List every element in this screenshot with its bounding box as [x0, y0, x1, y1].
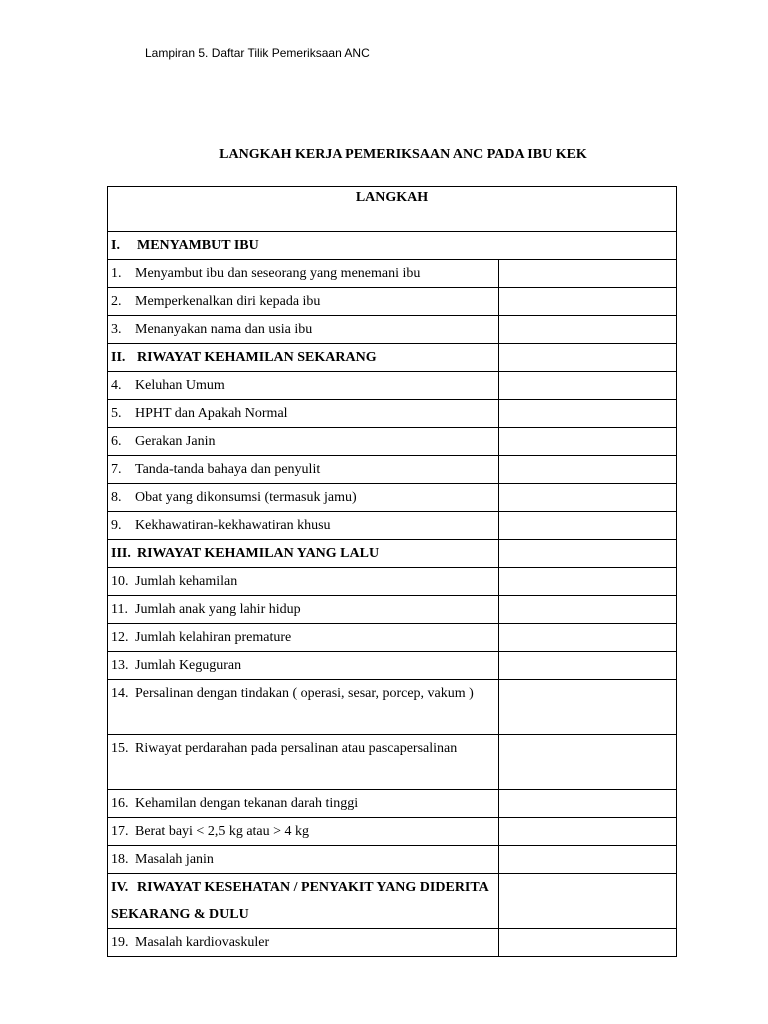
step-cell [108, 512, 499, 540]
check-cell[interactable] [499, 540, 677, 568]
step-cell [108, 568, 499, 596]
step-cell [108, 456, 499, 484]
check-cell[interactable] [499, 818, 677, 846]
step-cell [108, 316, 499, 344]
check-cell[interactable] [499, 456, 677, 484]
section-title-cell [108, 540, 499, 568]
step-text: Kehamilan dengan tekanan darah tinggi [135, 796, 359, 811]
step-cell [108, 735, 499, 790]
step-text: Masalah janin [135, 852, 214, 867]
table-row [108, 484, 677, 512]
step-cell [108, 624, 499, 652]
check-cell[interactable] [499, 400, 677, 428]
step-number: 3. [111, 322, 122, 337]
check-cell[interactable] [499, 929, 677, 957]
table-header-row [108, 187, 677, 232]
step-cell [108, 484, 499, 512]
step-number: 14. [111, 686, 129, 701]
step-cell [108, 288, 499, 316]
step-number: 7. [111, 462, 122, 477]
step-number: 11. [111, 602, 128, 617]
table-row [108, 624, 677, 652]
check-cell[interactable] [499, 680, 677, 735]
table-row [108, 512, 677, 540]
step-cell [108, 846, 499, 874]
step-cell [108, 428, 499, 456]
checklist-table [107, 186, 677, 957]
step-number: 5. [111, 406, 122, 421]
step-cell [108, 818, 499, 846]
column-header-langkah: LANGKAH [108, 187, 677, 232]
step-cell [108, 790, 499, 818]
section-title: RIWAYAT KEHAMILAN YANG LALU [137, 546, 380, 561]
step-text: Gerakan Janin [135, 434, 216, 449]
table-row [108, 456, 677, 484]
step-cell [108, 400, 499, 428]
table-row [108, 790, 677, 818]
section-title-cell [108, 344, 499, 372]
section-title-cell [108, 874, 499, 929]
step-cell [108, 372, 499, 400]
step-number: 10. [111, 574, 129, 589]
step-cell [108, 929, 499, 957]
section-number: I. [111, 238, 120, 253]
step-number: 2. [111, 294, 122, 309]
table-row [108, 929, 677, 957]
check-cell[interactable] [499, 596, 677, 624]
check-cell[interactable] [499, 624, 677, 652]
section-title: RIWAYAT KEHAMILAN SEKARANG [137, 350, 377, 365]
step-text: Tanda-tanda bahaya dan penyulit [135, 462, 321, 477]
table-row [108, 400, 677, 428]
step-number: 17. [111, 824, 129, 839]
step-cell [108, 680, 499, 735]
section-number: IV. [111, 880, 129, 895]
step-number: 15. [111, 741, 129, 756]
table-row [108, 680, 677, 735]
table-row [108, 372, 677, 400]
check-cell[interactable] [499, 372, 677, 400]
table-row [108, 260, 677, 288]
table-row [108, 568, 677, 596]
step-number: 6. [111, 434, 122, 449]
check-cell[interactable] [499, 288, 677, 316]
step-number: 8. [111, 490, 122, 505]
step-text: Jumlah Keguguran [135, 658, 242, 673]
step-text: Kekhawatiran-kekhawatiran khusu [135, 518, 331, 533]
document-title: LANGKAH KERJA PEMERIKSAAN ANC PADA IBU KEK [219, 147, 587, 162]
step-number: 18. [111, 852, 129, 867]
check-cell[interactable] [499, 512, 677, 540]
section-number: III. [111, 546, 131, 561]
check-cell[interactable] [499, 484, 677, 512]
section-row [108, 874, 677, 929]
check-cell[interactable] [499, 790, 677, 818]
table-row [108, 596, 677, 624]
step-text: Obat yang dikonsumsi (termasuk jamu) [135, 490, 357, 505]
appendix-label: Lampiran 5. Daftar Tilik Pemeriksaan ANC [145, 46, 370, 60]
section-title: RIWAYAT KESEHATAN / PENYAKIT YANG DIDERITA SEKARANG & DULU [111, 880, 489, 922]
check-cell[interactable] [499, 874, 677, 929]
step-text: Masalah kardiovaskuler [135, 935, 270, 950]
table-row [108, 818, 677, 846]
section-row [108, 232, 677, 260]
step-number: 12. [111, 630, 129, 645]
step-text: HPHT dan Apakah Normal [135, 406, 288, 421]
check-cell[interactable] [499, 568, 677, 596]
step-text: Jumlah kehamilan [135, 574, 238, 589]
step-text: Memperkenalkan diri kepada ibu [135, 294, 321, 309]
step-number: 1. [111, 266, 122, 281]
table-row [108, 288, 677, 316]
step-text: Riwayat perdarahan pada persalinan atau pascapersalinan [135, 741, 458, 756]
table-row [108, 652, 677, 680]
table-row [108, 428, 677, 456]
step-text: Menyambut ibu dan seseorang yang menemani ibu [135, 266, 421, 281]
section-row [108, 540, 677, 568]
table-row [108, 316, 677, 344]
section-row [108, 344, 677, 372]
step-number: 13. [111, 658, 129, 673]
step-text: Keluhan Umum [135, 378, 225, 393]
check-cell[interactable] [499, 652, 677, 680]
step-text: Jumlah kelahiran premature [135, 630, 292, 645]
step-text: Persalinan dengan tindakan ( operasi, sesar, porcep, vakum ) [135, 686, 474, 701]
check-cell[interactable] [499, 316, 677, 344]
step-number: 4. [111, 378, 122, 393]
check-cell[interactable] [499, 428, 677, 456]
step-cell [108, 652, 499, 680]
step-number: 16. [111, 796, 129, 811]
step-cell [108, 596, 499, 624]
check-cell[interactable] [499, 260, 677, 288]
check-cell[interactable] [499, 344, 677, 372]
step-text: Jumlah anak yang lahir hidup [135, 602, 301, 617]
table-row [108, 846, 677, 874]
step-cell [108, 260, 499, 288]
table-row [108, 735, 677, 790]
step-number: 9. [111, 518, 122, 533]
section-title: MENYAMBUT IBU [137, 238, 259, 253]
check-cell[interactable] [499, 846, 677, 874]
checklist-body [108, 187, 677, 957]
step-text: Berat bayi < 2,5 kg atau > 4 kg [135, 824, 310, 839]
step-text: Menanyakan nama dan usia ibu [135, 322, 313, 337]
check-cell[interactable] [499, 735, 677, 790]
section-number: II. [111, 350, 126, 365]
section-title-cell [108, 232, 677, 260]
step-number: 19. [111, 935, 129, 950]
